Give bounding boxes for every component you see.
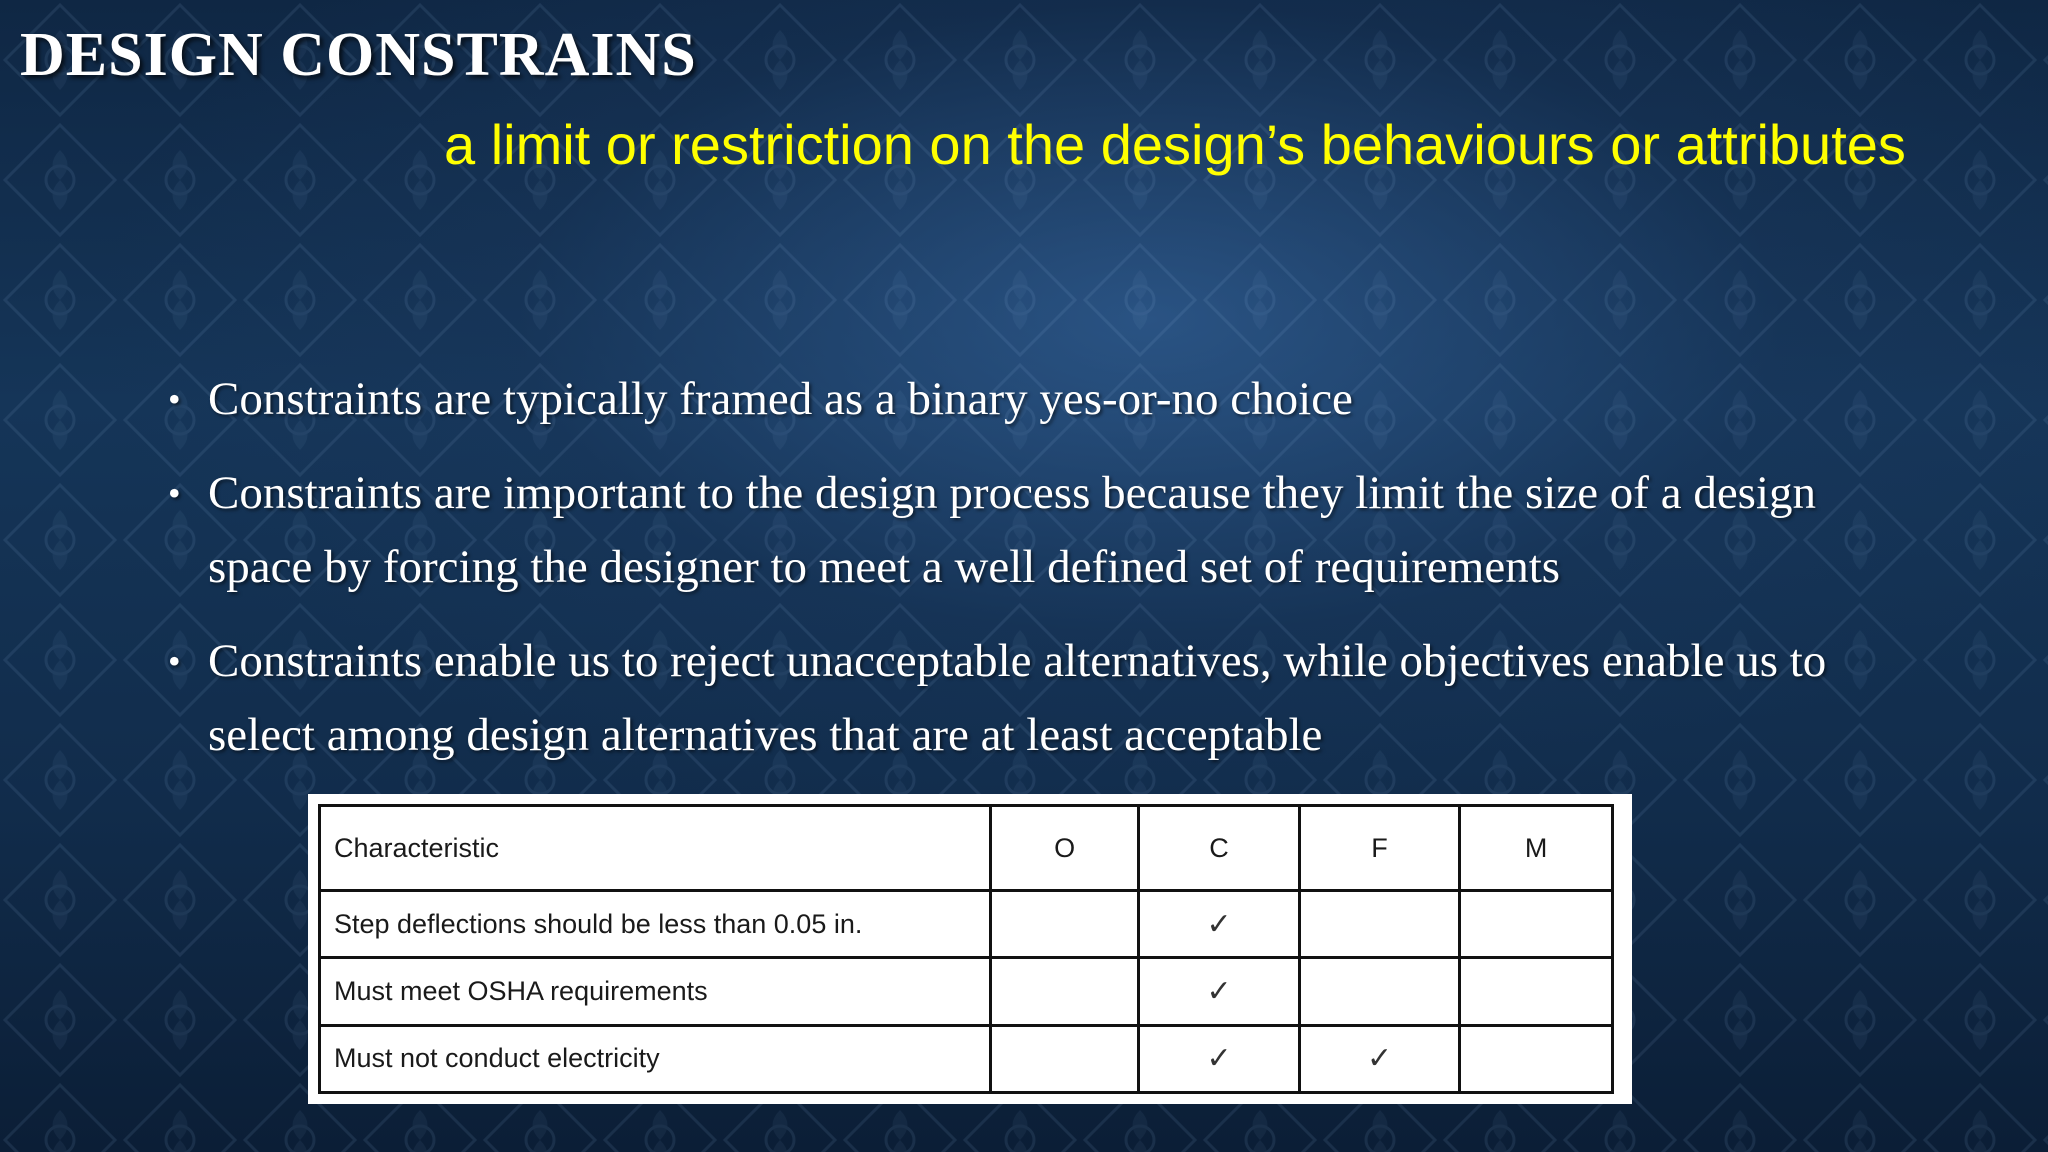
- row-characteristic-cell: Must meet OSHA requirements: [320, 958, 991, 1025]
- row-characteristic-cell: Step deflections should be less than 0.05 in.: [320, 891, 991, 958]
- row-m-cell: [1460, 1025, 1613, 1092]
- row-characteristic-cell: Must not conduct electricity: [320, 1025, 991, 1092]
- bullet-dot-icon: •: [168, 473, 181, 513]
- characteristics-table-panel: [308, 794, 1632, 1104]
- row-m-cell: [1460, 891, 1613, 958]
- bullet-text: Constraints are important to the design process because they limit the size of a design space by forcing the designer to meet a well defined set of requirements: [208, 467, 1817, 593]
- bullet-item: [168, 456, 1918, 604]
- row-c-cell: ✓: [1139, 958, 1300, 1025]
- row-f-cell: [1299, 958, 1460, 1025]
- characteristics-table: [318, 804, 1614, 1094]
- header-objective: O: [991, 806, 1139, 891]
- slide-subtitle: a limit or restriction on the design’s behaviours or attributes: [444, 113, 1906, 176]
- bullet-dot-icon: •: [168, 641, 181, 681]
- row-f-cell: ✓: [1299, 1025, 1460, 1092]
- table-header-row: [320, 806, 1613, 891]
- table-row: [320, 958, 1613, 1025]
- bullet-dot-icon: •: [168, 379, 181, 419]
- row-c-cell: ✓: [1139, 891, 1300, 958]
- bullet-list: [168, 362, 1918, 792]
- row-f-cell: [1299, 891, 1460, 958]
- bullet-text: Constraints are typically framed as a binary yes-or-no choice: [208, 373, 1353, 425]
- bullet-item: [168, 624, 1918, 772]
- bullet-text: Constraints enable us to reject unacceptable alternatives, while objectives enable us to select among design alternatives that are at least acceptable: [208, 635, 1827, 761]
- header-constraint: C: [1139, 806, 1300, 891]
- row-c-cell: ✓: [1139, 1025, 1300, 1092]
- row-o-cell: [991, 1025, 1139, 1092]
- header-characteristic: Characteristic: [320, 806, 991, 891]
- row-o-cell: [991, 891, 1139, 958]
- row-m-cell: [1460, 958, 1613, 1025]
- header-means: M: [1460, 806, 1613, 891]
- row-o-cell: [991, 958, 1139, 1025]
- slide-title: DESIGN CONSTRAINS: [20, 21, 697, 89]
- header-function: F: [1299, 806, 1460, 891]
- bullet-item: [168, 362, 1918, 436]
- table-row: [320, 891, 1613, 958]
- table-row: [320, 1025, 1613, 1092]
